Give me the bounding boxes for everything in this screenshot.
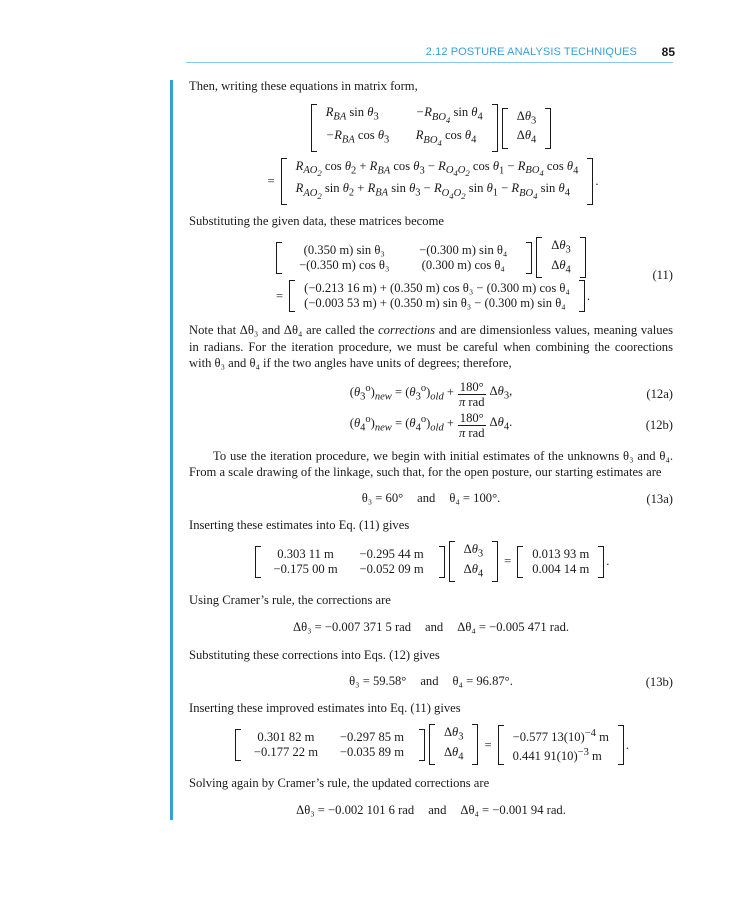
equation-number: (12a) [646,386,673,401]
equation-number: (11) [652,267,673,282]
matrix: 0.301 82 m −0.297 85 m −0.177 22 m −0.035 89 m [235,729,425,761]
paragraph: To use the iteration procedure, we begin with initial estimates of the unknowns θ₃ and θ₄. From a scale drawing of the linkage, such that, for the open posture, our starting estimates are [189,448,673,479]
matrix: $R_{BA}$ $\sin \theta_3$ $-R_{BO_4}$ $\sin \theta_4$ $-R_{BA}$ $\cos \theta_3$ $R_{BO_4}$ $\cos \theta_4$ [311,104,498,151]
vector: $\Delta\theta_3$ $\Delta\theta_4$ [429,724,479,765]
equation-12b: $(\theta_4^o)_{new} = (\theta_4^o)_{old}$ + $\frac{180^\circ}{\text{π rad}}$ $\Delta\theta_4$. (12b) [349,410,673,440]
vector: −0.577 $13(10)^{-4}$ m 0.441 $91(10)^{-3}$ m [498,725,624,765]
page-body [189,78,673,818]
equation-matrix-form [189,104,673,151]
equation-number: (13b) [645,674,673,689]
paragraph: Inserting these improved estimates into Eq. (11) gives [189,700,461,715]
paragraph: Inserting these estimates into Eq. (11) gives [189,517,410,532]
paragraph: Substituting these corrections into Eqs. (12) gives [189,647,440,662]
matrix: (0.350 m) sin θ₃ −(0.300 m) sin θ₄ −(0.350 m) cos θ₃ (0.300 m) cos θ₄ [276,242,532,274]
vector: $\Delta\theta_3$ $\Delta\theta_4$ [449,541,499,582]
paragraph: Substituting the given data, these matrices become [189,213,444,228]
equation-matrix-rhs: = $R_{AO_2}$ $\cos \theta_2 + R_{BA}$ $\cos \theta_3 - R_{O_4O_2}$ $\cos \theta_1 - R_{BO_4}$ $\cos \theta_4$ $R_{AO_2}$ $\sin \theta_2 + R_{BA}$ $\sin \theta_3 - R_{O_4O_2}$ $\sin \theta_1 - R_{BO_4}$ $\sin \theta_4$ . [189,158,673,205]
paragraph: Note that Δθ₃ and Δθ₄ are called the corrections and are dimensionless values, meaning values in radians. For the iteration procedure, we must be careful when combining the coorections with θ₃ and θ₄ if the two angles have units of degrees; therefore, [189,323,674,371]
equation-13b: θ₃ = 59.58° and θ₄ = 96.87°. (13b) [349,674,673,689]
equation-corrections-1: Δθ₃ = −0.007 371 5 rad and Δθ₄ = −0.005 471 rad. [292,619,570,634]
paragraph: Then, writing these equations in matrix form, [189,79,418,93]
equation-number: (12b) [645,417,673,432]
equation-corrections-2: Δθ₃ = −0.002 101 6 rad and Δθ₄ = −0.001 94 rad. [296,802,566,817]
margin-bar [170,80,173,820]
vector: $\Delta\theta_3$ $\Delta\theta_4$ [536,237,586,278]
vector: (−0.213 16 m) + (0.350 m) cos θ₃ − (0.300 m) cos θ₄ (−0.003 53 m) + (0.350 m) sin θ₃ − (0.300 m) sin θ₄ [289,280,585,312]
equation-numeric-matrix-1: 0.303 11 m −0.295 44 m −0.175 00 m −0.052 09 m $\Delta\theta_3$ $\Delta\theta_4$ = 0.013 93 m 0.004 14 m . [189,541,673,582]
equation-numeric-matrix-2: 0.301 82 m −0.297 85 m −0.177 22 m −0.035 89 m $\Delta\theta_3$ $\Delta\theta_4$ = −0.577 $13(10)^{-4}$ m 0.441 $91(10)^{-3}$ m . [189,724,673,765]
vector: 0.013 93 m 0.004 14 m [517,546,604,578]
vector: $\Delta\theta_3$ $\Delta\theta_4$ [502,108,552,149]
equation-12a: $(\theta_3^o)_{new} = (\theta_3^o)_{old}$ + $\frac{180^\circ}{\text{π rad}}$ $\Delta\theta_3$, (12a) [349,379,673,409]
equation-number: (13a) [646,491,673,506]
matrix: 0.303 11 m −0.295 44 m −0.175 00 m −0.052 09 m [255,546,445,578]
paragraph: Using Cramer’s rule, the corrections are [189,593,391,608]
equation-13a: θ₃ = 60° and θ₄ = 100°. (13a) [361,491,673,506]
paragraph: Solving again by Cramer’s rule, the updated corrections are [189,776,490,791]
header-rule [186,62,673,63]
equation-11: (0.350 m) sin θ₃ −(0.300 m) sin θ₄ −(0.350 m) cos θ₃ (0.300 m) cos θ₄ $\Delta\theta_3$ $\Delta\theta_4$ = (−0.213 16 m) + (0.350 m) cos θ₃ − (0.300 m) cos θ₄ (−0.003 53 m) + (0.350 m) sin θ₃ − (0.300 m) sin θ₄ . (11) [276,238,673,311]
vector: $R_{AO_2}$ $\cos \theta_2 + R_{BA}$ $\cos \theta_3 - R_{O_4O_2}$ $\cos \theta_1 - R_{BO_4}$ $\cos \theta_4$ $R_{AO_2}$ $\sin \theta_2 + R_{BA}$ $\sin \theta_3 - R_{O_4O_2}$ $\sin \theta_1 - R_{BO_4}$ $\sin \theta_4$ [281,158,594,205]
running-header-section: 2.12 POSTURE ANALYSIS TECHNIQUES [425,46,637,58]
page-number: 85 [661,45,675,59]
